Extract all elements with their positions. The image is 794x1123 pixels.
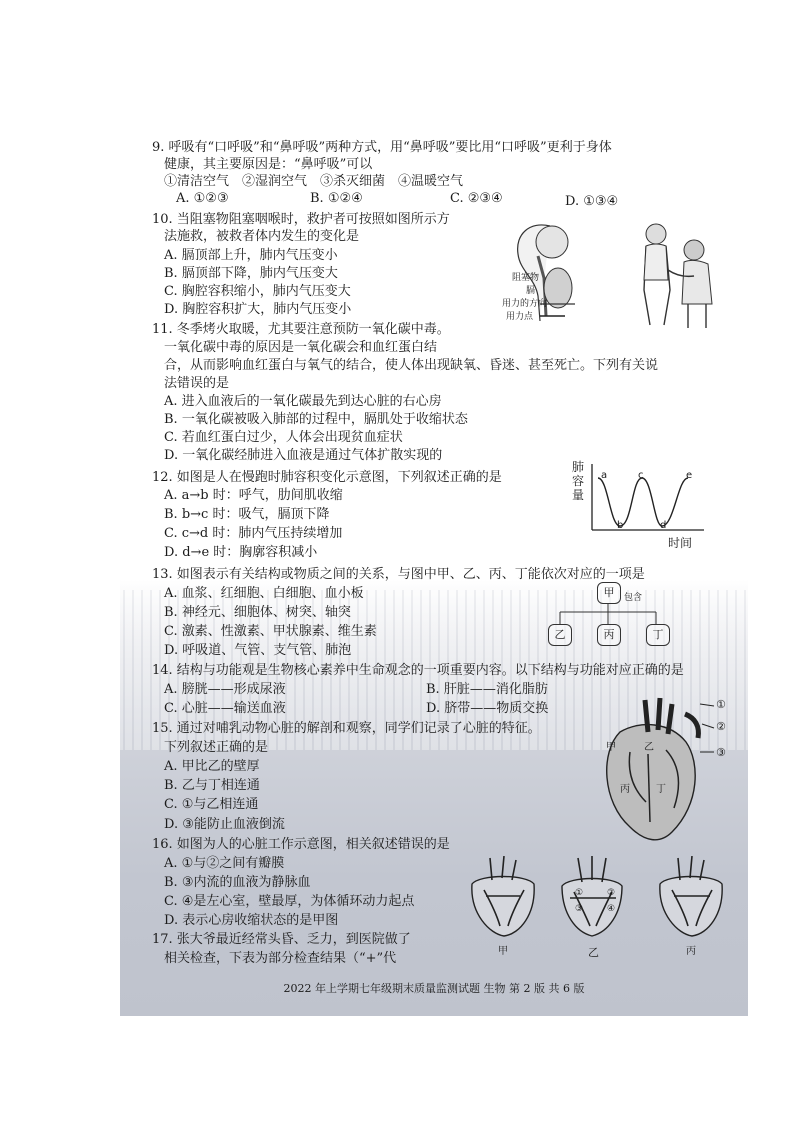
q11-option-b: B. 一氧化碳被吸入肺部的过程中，膈肌处于收缩状态 <box>164 412 468 427</box>
q10-label-force-direction: 用力的方向 <box>502 299 548 309</box>
q14-stem: 14. 结构与功能观是生物核心素养中生命观念的一项重要内容。以下结构与功能对应正确的是 <box>152 663 684 678</box>
q11-stem-line1: 11. 冬季烤火取暖，尤其要注意预防一氧化碳中毒。 <box>152 322 450 337</box>
q12-stem: 12. 如图是人在慢跑时肺容积变化示意图，下列叙述正确的是 <box>152 470 502 485</box>
q16-label-jia: 甲 <box>498 946 508 957</box>
q15-option-b: B. 乙与丁相连通 <box>164 778 260 793</box>
q12-option-b: B. b→c 时：吸气，膈顶下降 <box>164 507 330 522</box>
q12-option-c: C. c→d 时：肺内气压持续增加 <box>164 526 343 541</box>
q13-box-jia: 甲 <box>597 582 621 604</box>
q13-relation-label: 包含 <box>624 593 643 603</box>
q12-option-d: D. d→e 时：胸廓容积减小 <box>164 545 318 560</box>
q16-option-b: B. ③内流的血液为静脉血 <box>164 875 311 890</box>
q12-point-a: a <box>601 470 608 481</box>
q13-box-ding: 丁 <box>646 624 670 646</box>
q11-stem-line3: 合，从而影响血红蛋白与氧气的结合，使人体出现缺氧、昏迷、甚至死亡。下列有关说 <box>164 358 659 373</box>
q15-option-c: C. ①与乙相连通 <box>164 797 259 812</box>
q9-stem-line2: 健康，其主要原因是：“鼻呼吸”可以 <box>164 157 373 172</box>
q12-point-c: c <box>638 470 644 481</box>
q16-option-c: C. ④是左心室，壁最厚，为体循环动力起点 <box>164 894 415 909</box>
q10-option-c: C. 胸腔容积缩小，肺内气压变大 <box>164 284 351 299</box>
q14-option-c: C. 心脏——输送血液 <box>164 701 286 716</box>
q12-y-axis-label: 肺 容 量 <box>572 460 585 502</box>
q12-x-axis-label: 时间 <box>668 536 693 550</box>
q10-option-b: B. 膈顶部下降，肺内气压变大 <box>164 266 338 281</box>
q15-label-2: ② <box>716 720 726 733</box>
q12-option-a: A. a→b 时：呼气，肋间肌收缩 <box>164 488 343 503</box>
q12-point-e: e <box>686 470 693 481</box>
q11-option-d: D. 一氧化碳经肺进入血液是通过气体扩散实现的 <box>164 448 443 463</box>
q13-option-b: B. 神经元、细胞体、树突、轴突 <box>164 605 351 620</box>
q15-label-yi: 乙 <box>644 742 654 753</box>
q16-label-3: ③ <box>575 904 584 914</box>
q9-stem-line1: 9. 呼吸有“口呼吸”和“鼻呼吸”两种方式，用“鼻呼吸”要比用“口呼吸”更利于身体 <box>152 140 612 155</box>
q13-stem: 13. 如图表示有关结构或物质之间的关系，与图中甲、乙、丙、丁能依次对应的一项是 <box>152 567 645 582</box>
q15-label-ding: 丁 <box>656 784 666 795</box>
q15-option-d: D. ③能防止血液倒流 <box>164 817 285 832</box>
q11-option-a: A. 进入血液后的一氧化碳最先到达心脏的右心房 <box>164 394 442 409</box>
q15-option-a: A. 甲比乙的壁厚 <box>164 759 260 774</box>
q17-stem-line1: 17. 张大爷最近经常头昏、乏力，到医院做了 <box>152 932 411 947</box>
q15-stem-line2: 下列叙述正确的是 <box>164 740 269 755</box>
q16-label-yi: 乙 <box>588 946 599 959</box>
q9-option-c: C. ②③④ <box>450 191 503 206</box>
q13-box-yi: 乙 <box>548 624 572 646</box>
q10-stem-line2: 法施救，被救者体内发生的变化是 <box>164 229 360 244</box>
q11-stem-line2: 一氧化碳中毒的原因是一氧化碳会和血红蛋白结 <box>164 340 438 355</box>
q12-point-d: d <box>660 520 667 531</box>
q14-option-a: A. 膀胱——形成尿液 <box>164 682 286 697</box>
q13-option-a: A. 血浆、红细胞、白细胞、血小板 <box>164 586 364 601</box>
q17-stem-line2: 相关检查，下表为部分检查结果（“+”代 <box>164 951 397 966</box>
q10-label-force-point: 用力点 <box>506 312 534 322</box>
q11-stem-line4: 法错误的是 <box>164 376 230 391</box>
q9-option-b: B. ①②④ <box>310 191 363 206</box>
q15-label-bing: 丙 <box>620 784 630 795</box>
q16-label-2: ② <box>607 888 616 898</box>
q15-label-3: ③ <box>716 746 726 759</box>
q10-option-a: A. 膈顶部上升，肺内气压变小 <box>164 248 338 263</box>
q10-option-d: D. 胸腔容积扩大，肺内气压变小 <box>164 302 352 317</box>
q10-label-obstruction: 阻塞物 <box>512 273 540 283</box>
q16-label-1: ① <box>575 888 584 898</box>
q16-option-d: D. 表示心房收缩状态的是甲图 <box>164 913 339 928</box>
q16-label-bing: 丙 <box>686 946 696 957</box>
q14-option-d: D. 脐带——物质交换 <box>426 701 549 716</box>
scanned-page <box>120 120 748 1016</box>
q9-option-a: A. ①②③ <box>176 191 229 206</box>
q9-option-d: D. ①③④ <box>565 194 619 209</box>
q16-label-4: ④ <box>607 904 616 914</box>
q16-stem: 16. 如图为人的心脏工作示意图，相关叙述错误的是 <box>152 837 450 852</box>
q14-option-b: B. 肝脏——消化脂肪 <box>426 682 548 697</box>
q10-stem-line1: 10. 当阻塞物阻塞咽喉时，救护者可按照如图所示方 <box>152 212 450 227</box>
q13-box-bing: 丙 <box>597 624 621 646</box>
q15-heart-figure <box>590 692 730 852</box>
q10-label-diaphragm: 膈 <box>526 286 536 296</box>
q16-option-a: A. ①与②之间有瓣膜 <box>164 856 285 871</box>
q9-items: ①清洁空气 ②湿润空气 ③杀灭细菌 ④温暖空气 <box>164 174 464 189</box>
page-footer: 2022 年上学期七年级期末质量监测试题 生物 第 2 版 共 6 版 <box>283 982 585 995</box>
q15-label-jia: 甲 <box>606 742 616 753</box>
q15-label-1: ① <box>716 698 726 711</box>
q13-option-c: C. 激素、性激素、甲状腺素、维生素 <box>164 624 377 639</box>
q11-option-c: C. 若血红蛋白过少，人体会出现贫血症状 <box>164 430 403 445</box>
q10-rescuer-figure <box>632 220 722 330</box>
q13-option-d: D. 呼吸道、气管、支气管、肺泡 <box>164 643 352 658</box>
q15-stem-line1: 15. 通过对哺乳动物心脏的解剖和观察，同学们记录了心脏的特征。 <box>152 721 541 736</box>
q12-point-b: b <box>617 520 624 531</box>
q16-heart-cycle-figures <box>466 856 736 944</box>
